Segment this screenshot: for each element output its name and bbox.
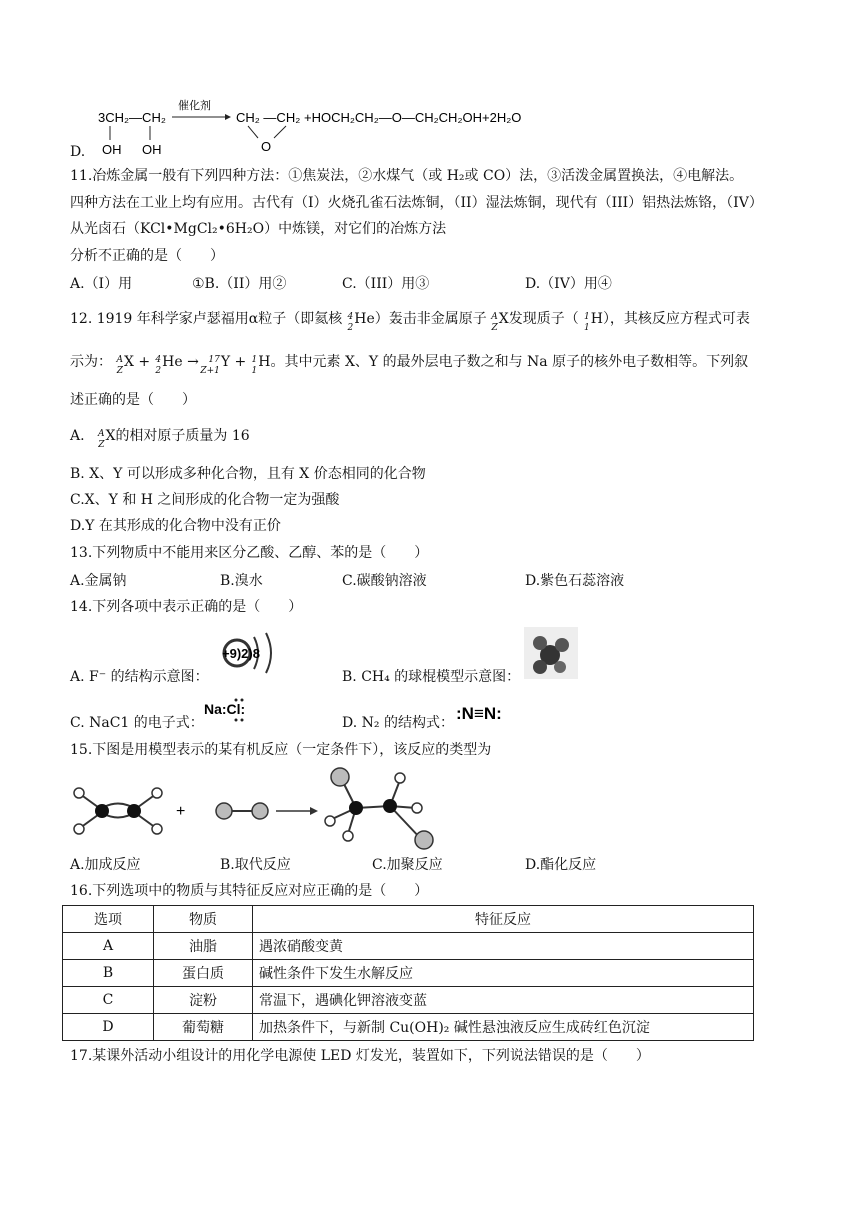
q13-option-c: C.碳酸钠溶液 xyxy=(342,573,427,589)
he-symbol: He xyxy=(354,311,375,327)
table-header-cell: 选项 xyxy=(63,906,154,933)
n2-structural-text: :N≡N: xyxy=(456,704,502,723)
q12-text-e: 示为： xyxy=(70,354,112,370)
table-cell: B xyxy=(63,960,154,987)
q12-option-d: D.Y 在其形成的化合物中没有正价 xyxy=(70,518,281,534)
q14-stem: 14.下列各项中表示正确的是（ ） xyxy=(70,599,303,615)
table-row xyxy=(63,1014,754,1041)
q11-line-4: 分析不正确的是（ ） xyxy=(70,248,224,264)
eq-y-nuclide xyxy=(199,352,221,376)
table-cell: 加热条件下，与新制 Cu(OH)₂ 碱性悬浊液反应生成砖红色沉淀 xyxy=(253,1014,754,1041)
eq-he-nuclide xyxy=(150,352,162,376)
q13-stem: 13.下列物质中不能用来区分乙酸、乙醇、苯的是（ ） xyxy=(70,545,429,561)
eq-h-mass: 1 xyxy=(251,355,258,365)
q11-line-3: 从光卤石（KCl•MgCl₂•6H₂O）中炼镁，对它们的冶炼方法 xyxy=(70,221,447,237)
q12-a-atomic: Z xyxy=(98,440,105,450)
q12-option-c: C.X、Y 和 H 之间形成的化合物一定为强酸 xyxy=(70,492,340,508)
q15-option-c: C.加聚反应 xyxy=(372,857,443,873)
reaction-equation-image xyxy=(90,96,530,158)
nacl-electron-formula-image xyxy=(200,692,262,728)
eq-epoxide-o: O xyxy=(261,139,272,154)
table-cell: A xyxy=(63,933,154,960)
x-atomic-number: Z xyxy=(491,323,498,333)
eq-h-atomic: 1 xyxy=(251,366,258,376)
table-cell: 葡萄糖 xyxy=(154,1014,253,1041)
q13-option-b: B.溴水 xyxy=(220,573,263,589)
eq-x-atomic-number: Z xyxy=(116,366,123,376)
he-mass-number: 4 xyxy=(347,312,354,322)
nacl-electron-formula-text: Na:Cl: xyxy=(204,701,246,717)
x-symbol: X xyxy=(498,311,509,327)
q12-option-a xyxy=(70,426,250,450)
eq-x-mass-number: A xyxy=(116,355,123,365)
h-nuclide-symbol xyxy=(579,309,591,333)
q12-text-d: ），其核反应方程式可表 xyxy=(602,311,750,327)
h-atomic-number: 1 xyxy=(583,323,590,333)
q14-option-d: D. N₂ 的结构式： xyxy=(342,715,454,731)
table-row xyxy=(63,987,754,1014)
q15-stem: 15.下图是用模型表示的某有机反应（一定条件下），该反应的类型为 xyxy=(70,742,492,758)
x-nuclide-symbol xyxy=(487,309,499,333)
n2-structural-formula-image xyxy=(454,698,544,728)
table-row xyxy=(63,960,754,987)
h-symbol: H xyxy=(590,311,603,327)
organic-reaction-model-image xyxy=(70,764,442,854)
eq-y-mass: 17 xyxy=(208,355,220,365)
q12-option-a-text: 的相对原子质量为 16 xyxy=(115,428,250,444)
q12-option-a-nuclide xyxy=(93,426,105,450)
fluoride-diagram-text: +9)2)8 xyxy=(222,646,260,661)
table-header-cell: 特征反应 xyxy=(253,906,754,933)
q11-option-b: ①B.（II）用② xyxy=(192,276,287,292)
reaction-plus-sign: + xyxy=(176,803,186,820)
table-cell: 遇浓硝酸变黄 xyxy=(253,933,754,960)
q16-stem: 16.下列选项中的物质与其特征反应对应正确的是（ ） xyxy=(70,883,429,899)
eq-he-mass: 4 xyxy=(155,355,162,365)
he-nuclide-symbol xyxy=(342,309,354,333)
h-mass-number: 1 xyxy=(583,312,590,322)
table-header-cell: 物质 xyxy=(154,906,253,933)
q12-text-b: ）轰击非金属原子 xyxy=(374,311,487,327)
q10-option-d-label: D. xyxy=(70,144,86,160)
q10-option-d-equation xyxy=(90,96,530,158)
he-atomic-number: 2 xyxy=(347,323,354,333)
q15-option-a: A.加成反应 xyxy=(70,857,141,873)
q15-option-d: D.酯化反应 xyxy=(525,857,597,873)
table-row xyxy=(63,933,754,960)
q12-a-x: X xyxy=(105,428,116,444)
table-header-row xyxy=(63,906,754,933)
ch4-ball-stick-model-image xyxy=(524,627,578,679)
q12-a-mass: A xyxy=(97,429,105,439)
table-cell: D xyxy=(63,1014,154,1041)
eq-oh-2: OH xyxy=(142,142,162,157)
eq-reactant: 3CH₂—CH₂ xyxy=(98,110,166,125)
q11-option-d: D.（IV）用④ xyxy=(525,276,612,292)
table-cell: 碱性条件下发生水解反应 xyxy=(253,960,754,987)
q13-option-d: D.紫色石蕊溶液 xyxy=(525,573,625,589)
q13-option-a: A.金属钠 xyxy=(70,573,127,589)
table-cell: 常温下，遇碘化钾溶液变蓝 xyxy=(253,987,754,1014)
q12-text-a: 12. 1919 年科学家卢瑟福用α粒子（即氦核 xyxy=(70,311,343,327)
q12-line-2: 示为： A Z X + 4 2 He → 17 Z+1 Y + 1 1 H。其中元素 X、Y 的最外层电子数之和与 Na 原子的核外电子数相等。下列叙 xyxy=(70,352,748,372)
eq-product-epoxide: CH₂ —CH₂ xyxy=(236,110,301,125)
eq-he-atomic: 2 xyxy=(155,366,162,376)
table-cell: 油脂 xyxy=(154,933,253,960)
table-cell: C xyxy=(63,987,154,1014)
q12-option-a-prefix: A. xyxy=(70,428,85,444)
q12-line-1 xyxy=(70,309,750,333)
q14-option-a: A. F⁻ 的结构示意图： xyxy=(70,669,209,685)
q12-text-c: 发现质子（ xyxy=(508,311,579,327)
q16-table xyxy=(62,905,754,1041)
x-mass-number: A xyxy=(491,312,498,322)
q14-option-c: C. NaC1 的电子式： xyxy=(70,715,204,731)
q12-option-b: B. X、Y 可以形成多种化合物，且有 X 价态相同的化合物 xyxy=(70,466,426,482)
q11-line-2: 四种方法在工业上均有应用。古代有（I）火烧孔雀石法炼铜，（II）湿法炼铜，现代有（III）铝热法炼铬，（IV） xyxy=(70,195,763,211)
q11-option-c: C.（III）用③ xyxy=(342,276,430,292)
fluoride-ion-structure-diagram xyxy=(218,627,290,679)
eq-x-nuclide xyxy=(112,352,124,376)
q17-stem: 17.某课外活动小组设计的用化学电源使 LED 灯发光，装置如下，下列说法错误的是（ ） xyxy=(70,1048,650,1064)
q12-line-3: 述正确的是（ ） xyxy=(70,392,196,408)
q14-option-b: B. CH₄ 的球棍模型示意图： xyxy=(342,669,521,685)
q11-line-1: 11.冶炼金属一般有下列四种方法：①焦炭法，②水煤气（或 H₂或 CO）法，③活泼金属置换法，④电解法。 xyxy=(70,168,744,184)
eq-oh-1: OH xyxy=(102,142,122,157)
eq-product-rest: +HOCH₂CH₂—O—CH₂CH₂OH+2H₂O xyxy=(304,110,522,125)
eq-catalyst: 催化剂 xyxy=(178,100,211,112)
q15-option-b: B.取代反应 xyxy=(220,857,291,873)
eq-y-atomic: Z+1 xyxy=(200,366,220,376)
table-cell: 蛋白质 xyxy=(154,960,253,987)
q11-option-a: A.（I）用 xyxy=(70,276,133,292)
eq-h-nuclide xyxy=(246,352,258,376)
table-cell: 淀粉 xyxy=(154,987,253,1014)
q12-text-f: 。其中元素 X、Y 的最外层电子数之和与 Na 原子的核外电子数相等。下列叙 xyxy=(270,354,749,370)
